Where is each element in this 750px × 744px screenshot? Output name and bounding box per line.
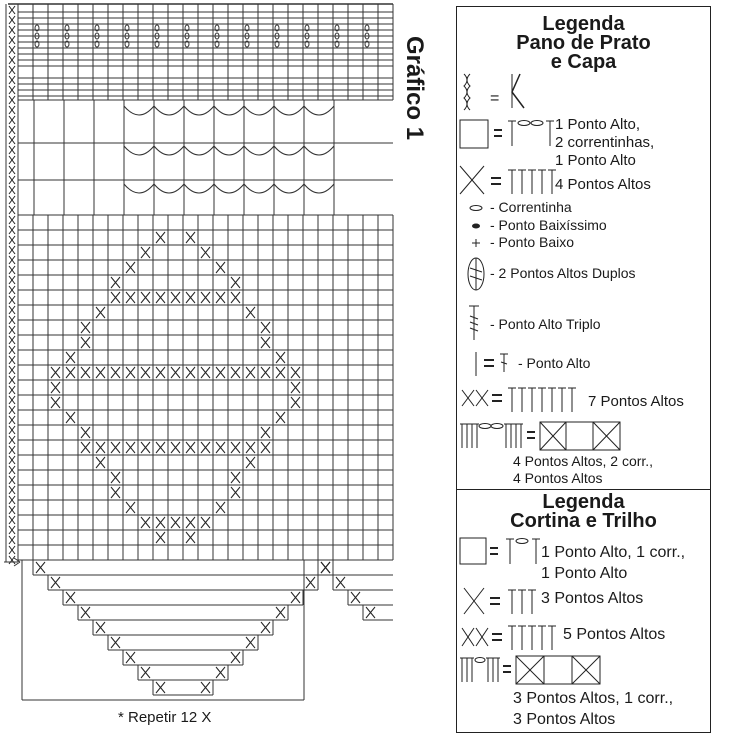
motif-x — [291, 382, 300, 393]
edge-x — [336, 577, 345, 588]
motif-x — [126, 292, 135, 303]
border-x — [9, 446, 15, 454]
double-x-icon — [458, 620, 568, 654]
chart-title: Gráfico 1 — [401, 36, 428, 141]
double-crochet-icon — [464, 350, 520, 378]
border-x — [9, 516, 15, 524]
legend2-item-3-text: 5 Pontos Altos — [563, 626, 666, 643]
motif-x — [201, 292, 210, 303]
border-x — [9, 346, 15, 354]
legend2-item-2-text: 3 Pontos Altos — [541, 590, 644, 607]
motif-x — [216, 262, 225, 273]
border-x — [9, 336, 15, 344]
legend1-item-3-text: 4 Pontos Altos — [555, 176, 651, 193]
motif-x — [141, 517, 150, 528]
border-x — [9, 396, 15, 404]
border-x — [9, 76, 15, 84]
edge-x — [201, 682, 210, 693]
edge-x — [246, 637, 255, 648]
border-x — [9, 96, 15, 104]
border-x — [9, 266, 15, 274]
edge-x — [66, 592, 75, 603]
border-x — [9, 356, 15, 364]
motif-x — [216, 502, 225, 513]
border-x — [9, 136, 15, 144]
border-x — [9, 126, 15, 134]
motif-x — [276, 412, 285, 423]
motif-x — [156, 532, 165, 543]
motif-x — [231, 442, 240, 453]
motif-x — [96, 307, 105, 318]
edge-x — [291, 592, 300, 603]
motif-x — [171, 442, 180, 453]
motif-x — [186, 367, 195, 378]
double-crochet-cluster-icon — [458, 70, 538, 110]
border-x — [9, 536, 15, 544]
border-x — [9, 286, 15, 294]
motif-x — [261, 442, 270, 453]
motif-x — [171, 517, 180, 528]
motif-x — [96, 367, 105, 378]
motif-x — [111, 487, 120, 498]
border-x — [9, 26, 15, 34]
border-x — [9, 246, 15, 254]
border-x — [9, 476, 15, 484]
legend1-item-10-text: 7 Pontos Altos — [588, 393, 684, 410]
motif-x — [201, 442, 210, 453]
edge-x — [261, 622, 270, 633]
motif-x — [81, 427, 90, 438]
motif-x — [156, 517, 165, 528]
motif-x — [201, 517, 210, 528]
motif-x — [186, 532, 195, 543]
border-x — [9, 116, 15, 124]
motif-x — [51, 397, 60, 408]
motif-x — [126, 502, 135, 513]
border-x — [9, 56, 15, 64]
mixed-block-icon — [458, 420, 628, 454]
border-x — [9, 226, 15, 234]
motif-x — [81, 322, 90, 333]
border-x — [9, 6, 15, 14]
mixed-block-icon — [458, 654, 608, 688]
edge-x — [276, 607, 285, 618]
double-treble-oval-icon — [464, 256, 490, 292]
motif-x — [111, 472, 120, 483]
motif-x — [66, 412, 75, 423]
edge-x — [306, 577, 315, 588]
motif-x — [216, 292, 225, 303]
border-x — [9, 36, 15, 44]
border-x — [9, 106, 15, 114]
legend1-item-8-text: - Ponto Alto Triplo — [490, 316, 601, 332]
motif-x — [276, 352, 285, 363]
motif-x — [231, 472, 240, 483]
motif-x — [201, 247, 210, 258]
chain-oval-icon — [468, 202, 488, 254]
motif-x — [156, 442, 165, 453]
border-x — [9, 456, 15, 464]
edge-x — [126, 652, 135, 663]
border-x — [9, 66, 15, 74]
legend1-item-6-text: - Ponto Baixo — [490, 234, 575, 250]
edge-x — [36, 562, 45, 573]
motif-x — [231, 277, 240, 288]
triple-treble-icon — [464, 304, 484, 344]
legend1-item-7-text: - 2 Pontos Altos Duplos — [490, 265, 636, 281]
edge-x — [321, 562, 330, 573]
motif-x — [291, 367, 300, 378]
legend1-item-1-eq: = — [490, 90, 500, 107]
edge-x — [141, 667, 150, 678]
legend2-item-1-text: 1 Ponto Alto, 1 corr., 1 Ponto Alto — [541, 544, 686, 582]
filled-x-square-icon — [458, 164, 558, 200]
motif-x — [186, 292, 195, 303]
legend1-item-5-text: - Ponto Baixíssimo — [490, 217, 607, 233]
motif-x — [156, 367, 165, 378]
motif-x — [186, 232, 195, 243]
motif-x — [156, 292, 165, 303]
motif-x — [261, 427, 270, 438]
motif-x — [216, 367, 225, 378]
edge-x — [231, 652, 240, 663]
filled-x-square-icon — [458, 584, 542, 618]
edge-x — [96, 622, 105, 633]
legend1-item-11-text: 4 Pontos Altos, 2 corr., 4 Pontos Altos — [513, 453, 654, 486]
motif-x — [96, 442, 105, 453]
border-x — [9, 236, 15, 244]
motif-x — [201, 367, 210, 378]
motif-x — [246, 307, 255, 318]
motif-x — [81, 367, 90, 378]
border-x — [9, 376, 15, 384]
edge-x — [51, 577, 60, 588]
motif-x — [261, 337, 270, 348]
motif-x — [111, 277, 120, 288]
motif-x — [126, 442, 135, 453]
motif-x — [126, 367, 135, 378]
motif-x — [186, 442, 195, 453]
border-x — [9, 556, 15, 564]
motif-x — [81, 337, 90, 348]
border-x — [9, 306, 15, 314]
motif-x — [141, 247, 150, 258]
edge-x — [111, 637, 120, 648]
border-x — [9, 86, 15, 94]
motif-x — [261, 367, 270, 378]
edge-x — [351, 592, 360, 603]
motif-x — [216, 442, 225, 453]
border-x — [9, 316, 15, 324]
motif-x — [171, 367, 180, 378]
border-x — [9, 386, 15, 394]
border-x — [9, 416, 15, 424]
motif-x — [231, 367, 240, 378]
edge-x — [81, 607, 90, 618]
border-x — [9, 486, 15, 494]
border-x — [9, 496, 15, 504]
border-x — [9, 466, 15, 474]
motif-x — [96, 457, 105, 468]
motif-x — [246, 442, 255, 453]
border-x — [9, 506, 15, 514]
edge-x — [156, 682, 165, 693]
motif-x — [111, 442, 120, 453]
border-x — [9, 196, 15, 204]
motif-x — [141, 367, 150, 378]
motif-x — [51, 367, 60, 378]
motif-x — [66, 352, 75, 363]
motif-x — [171, 292, 180, 303]
border-x — [9, 16, 15, 24]
border-x — [9, 166, 15, 174]
border-x — [9, 326, 15, 334]
motif-x — [111, 292, 120, 303]
legend2-item-4-text: 3 Pontos Altos, 1 corr., 3 Pontos Altos — [513, 690, 674, 728]
edge-x — [366, 607, 375, 618]
border-x — [9, 186, 15, 194]
motif-x — [81, 442, 90, 453]
border-x — [9, 366, 15, 374]
border-x — [9, 426, 15, 434]
border-x — [9, 436, 15, 444]
motif-x — [111, 367, 120, 378]
motif-x — [126, 262, 135, 273]
border-x — [9, 216, 15, 224]
motif-x — [141, 292, 150, 303]
legend1-item-9-text: - Ponto Alto — [518, 355, 591, 371]
border-x — [9, 256, 15, 264]
border-x — [9, 146, 15, 154]
motif-x — [276, 367, 285, 378]
open-square-icon — [458, 536, 548, 568]
border-x — [9, 176, 15, 184]
motif-x — [261, 322, 270, 333]
legend1-item-4-text: - Correntinha — [490, 199, 572, 215]
border-x — [9, 546, 15, 554]
motif-x — [186, 517, 195, 528]
legend1-title: Legenda Pano de Prato e Capa — [516, 13, 651, 73]
motif-x — [51, 382, 60, 393]
motif-x — [246, 367, 255, 378]
double-x-icon — [460, 382, 588, 416]
motif-x — [231, 292, 240, 303]
border-x — [9, 406, 15, 414]
border-x — [9, 296, 15, 304]
border-x — [9, 156, 15, 164]
border-x — [9, 526, 15, 534]
motif-x — [156, 232, 165, 243]
legend2-title: Legenda Cortina e Trilho — [510, 491, 657, 532]
motif-x — [246, 457, 255, 468]
legend-divider — [456, 489, 711, 490]
motif-x — [66, 367, 75, 378]
motif-x — [231, 487, 240, 498]
border-x — [9, 206, 15, 214]
legend1-item-2-text: 1 Ponto Alto, 2 correntinhas, 1 Ponto Alto — [555, 116, 655, 169]
motif-x — [141, 442, 150, 453]
open-square-icon — [458, 118, 558, 150]
border-x — [9, 276, 15, 284]
border-x — [9, 46, 15, 54]
motif-x — [291, 397, 300, 408]
repeat-note: * Repetir 12 X — [118, 709, 212, 726]
edge-x — [216, 667, 225, 678]
